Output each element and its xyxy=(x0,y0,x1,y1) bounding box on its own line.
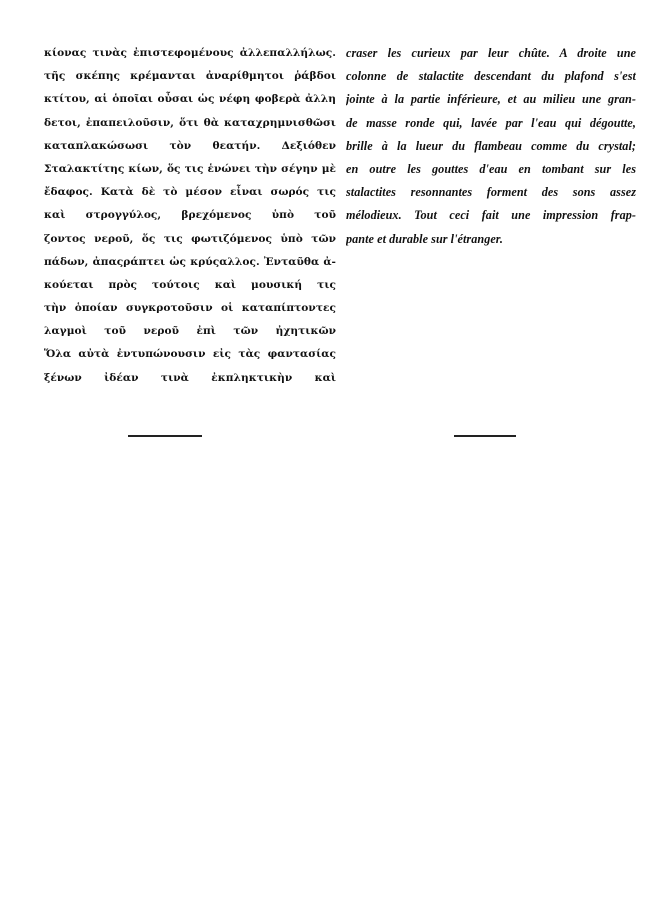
greek-line: τῆς σκέπης κρέμανται ἀναρίθμητοι ῥάβδοι xyxy=(44,70,336,83)
greek-line: Σταλακτίτης κίων, ὅς τις ἑνώνει τὴν σέγην μὲ xyxy=(44,162,336,175)
greek-line: ξένων ἰδέαν τινὰ ἐκπληκτικὴν καὶ xyxy=(44,371,336,384)
french-line: brille à la lueur du flambeau comme du crystal; xyxy=(346,138,636,153)
greek-line: καταπλακώσωσι τὸν θεατήν. Δεξιόθεν xyxy=(44,139,336,152)
french-line: de masse ronde qui, lavée par l'eau qui dégoutte, xyxy=(346,115,636,130)
french-text-column xyxy=(346,42,636,251)
french-line: stalactites resonnantes forment des sons assez xyxy=(346,185,636,200)
greek-line: Ὅλα αὐτὰ ἐντυπώνουσιν εἰς τὰς φαντασίας xyxy=(44,348,336,361)
greek-line: λαγμοὶ τοῦ νεροῦ ἐπὶ τῶν ἠχητικῶν xyxy=(44,325,336,338)
greek-line: ἔδαφος. Κατὰ δὲ τὸ μέσον εἶναι σωρός τις xyxy=(44,186,336,199)
french-line: en outre les gouttes d'eau en tombant sur les xyxy=(346,161,636,176)
greek-line: καὶ στρογγύλος, βρεχόμενος ὑπὸ τοῦ xyxy=(44,209,336,222)
right-section-divider xyxy=(454,435,516,437)
greek-line: τὴν ὁποίαν συγκροτοῦσιν οἱ καταπίπτοντες xyxy=(44,302,336,315)
left-section-divider xyxy=(128,435,202,437)
greek-line: κούεται πρὸς τούτοις καὶ μουσική τις xyxy=(44,278,336,291)
french-line: pante et durable sur l'étranger. xyxy=(346,231,504,246)
greek-line: δετοι, ἐπαπειλοῦσιν, ὅτι θὰ καταχρημνισθῶσι xyxy=(44,116,336,129)
greek-line: πάδων, ἀπαςράπτει ὡς κρύςαλλος. Ἐνταῦθα ἀ- xyxy=(44,255,336,268)
greek-line: κίονας τινὰς ἐπιστεφομένους ἀλλεπαλλήλως. xyxy=(44,47,336,59)
french-line: colonne de stalactite descendant du plafond s'est xyxy=(346,69,636,84)
french-line: craser les curieux par leur chûte. A droite une xyxy=(346,46,636,60)
greek-line: ζοντος νεροῦ, ὅς τις φωτιζόμενος ὑπὸ τῶν xyxy=(44,232,336,245)
greek-text-column xyxy=(44,42,336,390)
french-line: jointe à la partie inférieure, et au milieu une gran- xyxy=(346,92,636,107)
french-line: mélodieux. Tout ceci fait une impression frap- xyxy=(346,208,636,223)
greek-line: κτίτου, αἱ ὁποῖαι οὖσαι ὡς νέφη φοβερὰ ἀλλη xyxy=(44,93,336,106)
